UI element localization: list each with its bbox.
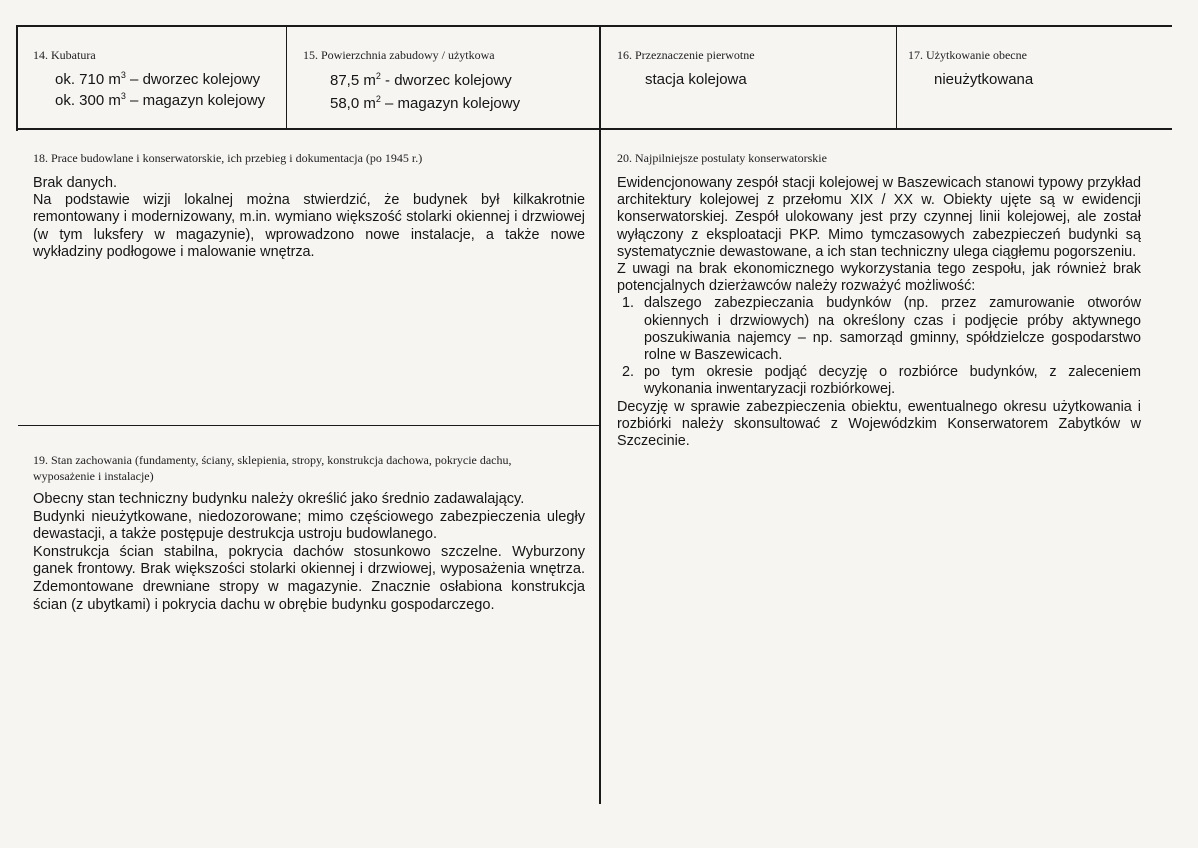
label-stan-zachowania: 19. Stan zachowania (fundamenty, ściany, sklepienia, stropy, konstrukcja dachowa, pokrycie dachu, wyposażenie i instalacje)	[33, 453, 512, 483]
kubatura-line-2: ok. 300 $m^3$ – magazyn kolejowy	[55, 91, 266, 109]
prace-budowlane-text	[33, 175, 585, 261]
divider-top-row	[16, 128, 1172, 130]
postulaty-p3: Decyzję w sprawie zabezpieczenia obiektu, ewentualnego okresu użytkowania i rozbiórki należy skonsultować z Wojewódzkim Konserwatorem Zabytków w Szczecinie.	[617, 398, 1141, 450]
border-top	[16, 25, 1172, 27]
uzytkowanie-value: nieużytkowana	[934, 71, 1034, 88]
label-przeznaczenie: 16. Przeznaczenie pierwotne	[617, 48, 755, 62]
section-20	[617, 150, 1141, 450]
divider-16-17	[896, 26, 897, 129]
stan-p3: Konstrukcja ścian stabilna, pokrycia dachów stosunkowo szczelne. Wyburzony ganek frontowy. Brak większości stolarki okiennej i drzwiowej, wyposażenia wnętrza. Zdemontowane drewniane stropy w magazynie. Znacznie osłabiona konstrukcja ścian (z ubytkami) i pokrycia dachu w obrębie budynku gospodarczego.	[33, 543, 585, 613]
label-powierzchnia: 15. Powierzchnia zabudowy / użytkowa	[303, 48, 495, 62]
przeznaczenie-value: stacja kolejowa	[645, 71, 747, 88]
stan-zachowania-text	[33, 491, 585, 614]
cell-przeznaczenie	[617, 47, 887, 90]
divider-center	[599, 26, 601, 804]
stan-p1: Obecny stan techniczny budynku należy określić jako średnio zadawalający.	[33, 491, 525, 507]
section-19	[33, 452, 585, 614]
list-item: 2. po tym okresie podjąć decyzję o rozbiórce budynków, z zaleceniem wykonania inwentaryzacji rozbiórkowej.	[622, 364, 1141, 398]
postulaty-list	[617, 295, 1141, 398]
label-postulaty: 20. Najpilniejsze postulaty konserwatorskie	[617, 151, 827, 165]
list-item: 1. dalszego zabezpieczania budynków (np. przez zamurowanie otworów okiennych i drzwiowych) na określony czas i podjęcie próby aktywnego poszukiwania najemcy – np. samorząd gminny, spółdzielcze gospodarstwo rolne w Baszewicach.	[622, 295, 1141, 364]
postulaty-p2: Z uwagi na brak ekonomicznego wykorzystania tego zespołu, jak również brak potencjalnych dzierżawców należy rozważyć możliwość:	[617, 261, 1141, 295]
cell-uzytkowanie	[908, 47, 1168, 90]
border-left	[16, 25, 18, 131]
postulaty-text	[617, 175, 1141, 450]
divider-18-19	[18, 425, 600, 426]
cell-powierzchnia	[303, 47, 593, 115]
kubatura-line-1: ok. 710 $m^3$ – dworzec kolejowy	[55, 70, 261, 88]
prace-p1: Brak danych.	[33, 175, 117, 191]
powierzchnia-line-2: 58,0 $m^2$ – magazyn kolejowy	[330, 94, 521, 112]
powierzchnia-line-1: 87,5 $m^2$ - dworzec kolejowy	[330, 71, 512, 89]
prace-p2: Na podstawie wizji lokalnej można stwierdzić, że budynek był kilkakrotnie remontowany i modernizowany, m.in. wymiano większość stolarki okiennej i drzwiowej (w tym luksfery w magazynie), wprowadzono nowe instalacje, a także nowe wykładziny podłogowe i malowanie wnętrza.	[33, 192, 585, 260]
label-prace-budowlane: 18. Prace budowlane i konserwatorskie, ich przebieg i dokumentacja (po 1945 r.)	[33, 151, 423, 165]
label-kubatura: 14. Kubatura	[33, 48, 96, 62]
postulaty-p1: Ewidencjonowany zespół stacji kolejowej w Baszewicach stanowi typowy przykład architektury kolejowej z przełomu XIX / XX w. Obiekty ujęte są w ewidencji konserwatorskiej. Zespół ulokowany jest przy czynnej linii kolejowej, ale został wyłączony z eksploatacji PKP. Mimo tymczasowych zabezpieczeń budynki są systematycznie dewastowane, a ich stan techniczny ulega ciągłemu pogorszeniu.	[617, 175, 1141, 260]
divider-14-15	[286, 26, 287, 129]
cell-kubatura	[33, 47, 283, 111]
stan-p2: Budynki nieużytkowane, niedozorowane; mimo częściowego zabezpieczenia uległy dewastacji, a także postępuje destrukcja ustroju budowlanego.	[33, 508, 585, 543]
label-uzytkowanie: 17. Użytkowanie obecne	[908, 48, 1027, 62]
section-18	[33, 150, 585, 261]
